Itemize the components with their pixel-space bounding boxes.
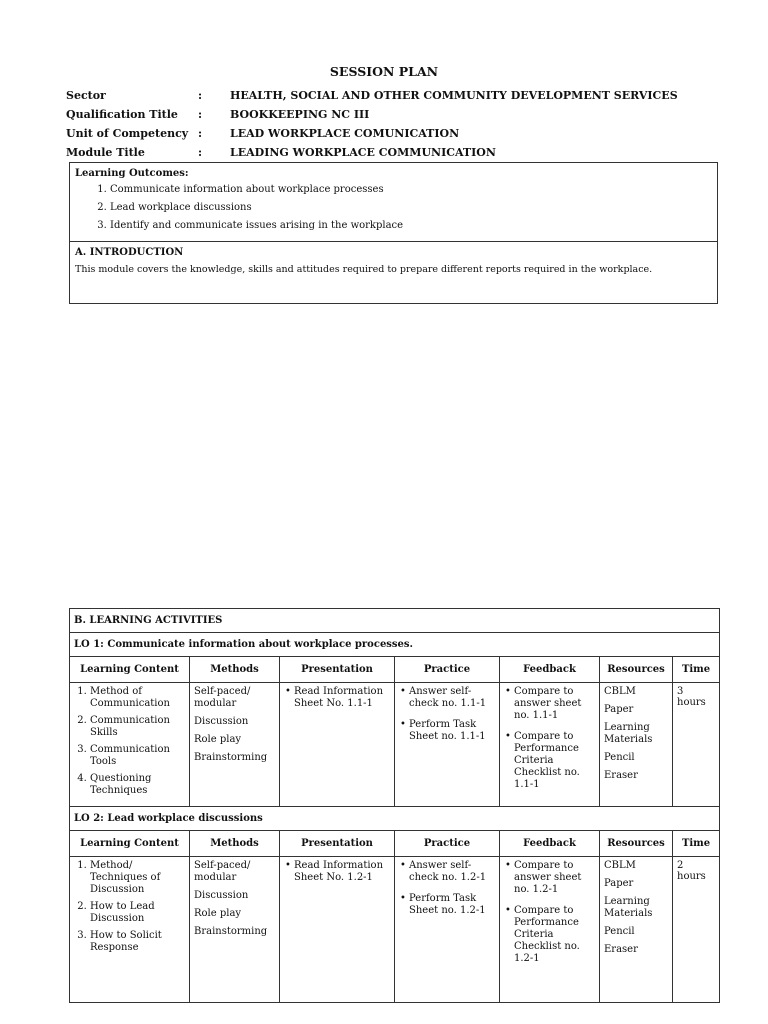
content-item: 4. Questioning Techniques bbox=[90, 773, 185, 797]
column-header: Practice bbox=[395, 831, 500, 857]
column-header: Resources bbox=[600, 831, 673, 857]
presentation-cell bbox=[280, 683, 395, 807]
practice-cell bbox=[395, 857, 500, 1003]
meta-key: Unit of Competency bbox=[66, 127, 189, 140]
resource-item: Learning Materials bbox=[604, 722, 653, 745]
time-cell: 2 hours bbox=[673, 857, 720, 1003]
learning-content-cell bbox=[70, 857, 190, 1003]
activities-heading: B. LEARNING ACTIVITIES bbox=[70, 609, 720, 633]
method-item: Discussion bbox=[194, 716, 249, 727]
feedback-item: • Compare to answer sheet no. 1.2-1 bbox=[514, 860, 595, 896]
practice-cell bbox=[395, 683, 500, 807]
lo1-title: LO 1: Communicate information about workplace processes. bbox=[70, 633, 720, 657]
resources-cell bbox=[600, 857, 673, 1003]
methods-cell bbox=[190, 683, 280, 807]
resource-item: Eraser bbox=[604, 770, 638, 781]
resource-item: Learning Materials bbox=[604, 896, 653, 919]
meta-colon: : bbox=[198, 127, 203, 140]
method-item: Discussion bbox=[194, 890, 249, 901]
meta-sector bbox=[66, 86, 678, 105]
column-header: Methods bbox=[190, 657, 280, 683]
feedback-item: • Compare to Performance Criteria Checklist no. 1.2-1 bbox=[514, 905, 595, 965]
lo1-header-row bbox=[70, 657, 720, 683]
meta-key: Module Title bbox=[66, 146, 145, 159]
introduction-text: This module covers the knowledge, skills and attitudes required to prepare different reports required in the workplace. bbox=[75, 264, 653, 275]
methods-cell bbox=[190, 857, 280, 1003]
method-item: Brainstorming bbox=[194, 752, 268, 763]
column-header: Learning Content bbox=[70, 831, 190, 857]
session-meta bbox=[66, 86, 678, 162]
resource-item: CBLM bbox=[604, 860, 636, 871]
learning-activities bbox=[69, 608, 719, 1003]
column-header: Time bbox=[673, 657, 720, 683]
lo2-title: LO 2: Lead workplace discussions bbox=[70, 807, 720, 831]
meta-colon: : bbox=[198, 89, 203, 102]
content-item: 3. How to Solicit Response bbox=[90, 930, 185, 954]
learning-outcome-item: 1. Communicate information about workplace processes bbox=[110, 181, 717, 199]
meta-module bbox=[66, 143, 678, 162]
practice-item: • Perform Task Sheet no. 1.1-1 bbox=[409, 719, 495, 743]
column-header: Feedback bbox=[500, 657, 600, 683]
meta-value: LEAD WORKPLACE COMUNICATION bbox=[230, 127, 460, 140]
resource-item: Pencil bbox=[604, 926, 635, 937]
presentation-item: • Read Information Sheet No. 1.1-1 bbox=[294, 686, 390, 710]
learning-outcome-item: 3. Identify and communicate issues arising in the workplace bbox=[110, 217, 717, 235]
learning-activities-table bbox=[69, 608, 720, 1003]
resource-item: Paper bbox=[604, 878, 634, 889]
learning-outcomes-heading: Learning Outcomes: bbox=[75, 168, 189, 179]
practice-item: • Perform Task Sheet no. 1.2-1 bbox=[409, 893, 495, 917]
resource-item: CBLM bbox=[604, 686, 636, 697]
meta-key: Sector bbox=[66, 89, 106, 102]
feedback-cell bbox=[500, 683, 600, 807]
lo2-row bbox=[70, 857, 720, 1003]
content-item: 3. Communication Tools bbox=[90, 744, 185, 768]
meta-key: Qualification Title bbox=[66, 108, 178, 121]
meta-colon: : bbox=[198, 108, 203, 121]
method-item: Self-paced/ modular bbox=[194, 860, 251, 883]
meta-value: LEADING WORKPLACE COMMUNICATION bbox=[230, 146, 496, 159]
learning-content-cell bbox=[70, 683, 190, 807]
meta-unit bbox=[66, 124, 678, 143]
method-item: Role play bbox=[194, 734, 242, 745]
column-header: Presentation bbox=[280, 657, 395, 683]
method-item: Brainstorming bbox=[194, 926, 268, 937]
content-item: 1. Method of Communication bbox=[90, 686, 185, 710]
method-item: Self-paced/ modular bbox=[194, 686, 251, 709]
meta-colon: : bbox=[198, 146, 203, 159]
column-header: Practice bbox=[395, 657, 500, 683]
content-item: 1. Method/ Techniques of Discussion bbox=[90, 860, 185, 896]
learning-outcomes-list bbox=[70, 181, 717, 235]
meta-value: HEALTH, SOCIAL AND OTHER COMMUNITY DEVELOPMENT SERVICES bbox=[230, 89, 678, 102]
resources-cell bbox=[600, 683, 673, 807]
column-header: Resources bbox=[600, 657, 673, 683]
time-cell: 3 hours bbox=[673, 683, 720, 807]
feedback-item: • Compare to Performance Criteria Checklist no. 1.1-1 bbox=[514, 731, 595, 791]
content-item: 2. How to Lead Discussion bbox=[90, 901, 185, 925]
column-header: Feedback bbox=[500, 831, 600, 857]
meta-value: BOOKKEEPING NC III bbox=[230, 108, 370, 121]
lo1-row bbox=[70, 683, 720, 807]
presentation-item: • Read Information Sheet No. 1.2-1 bbox=[294, 860, 390, 884]
meta-qualification bbox=[66, 105, 678, 124]
column-header: Methods bbox=[190, 831, 280, 857]
resource-item: Pencil bbox=[604, 752, 635, 763]
feedback-cell bbox=[500, 857, 600, 1003]
practice-item: • Answer self-check no. 1.2-1 bbox=[409, 860, 495, 884]
column-header: Time bbox=[673, 831, 720, 857]
resource-item: Eraser bbox=[604, 944, 638, 955]
method-item: Role play bbox=[194, 908, 242, 919]
practice-item: • Answer self-check no. 1.1-1 bbox=[409, 686, 495, 710]
lo2-header-row bbox=[70, 831, 720, 857]
column-header: Presentation bbox=[280, 831, 395, 857]
resource-item: Paper bbox=[604, 704, 634, 715]
column-header: Learning Content bbox=[70, 657, 190, 683]
content-item: 2. Communication Skills bbox=[90, 715, 185, 739]
introduction-section bbox=[70, 241, 717, 275]
presentation-cell bbox=[280, 857, 395, 1003]
learning-outcome-item: 2. Lead workplace discussions bbox=[110, 199, 717, 217]
feedback-item: • Compare to answer sheet no. 1.1-1 bbox=[514, 686, 595, 722]
outcomes-intro-box bbox=[69, 162, 718, 304]
introduction-heading: A. INTRODUCTION bbox=[75, 247, 184, 258]
page-title: SESSION PLAN bbox=[329, 64, 439, 79]
